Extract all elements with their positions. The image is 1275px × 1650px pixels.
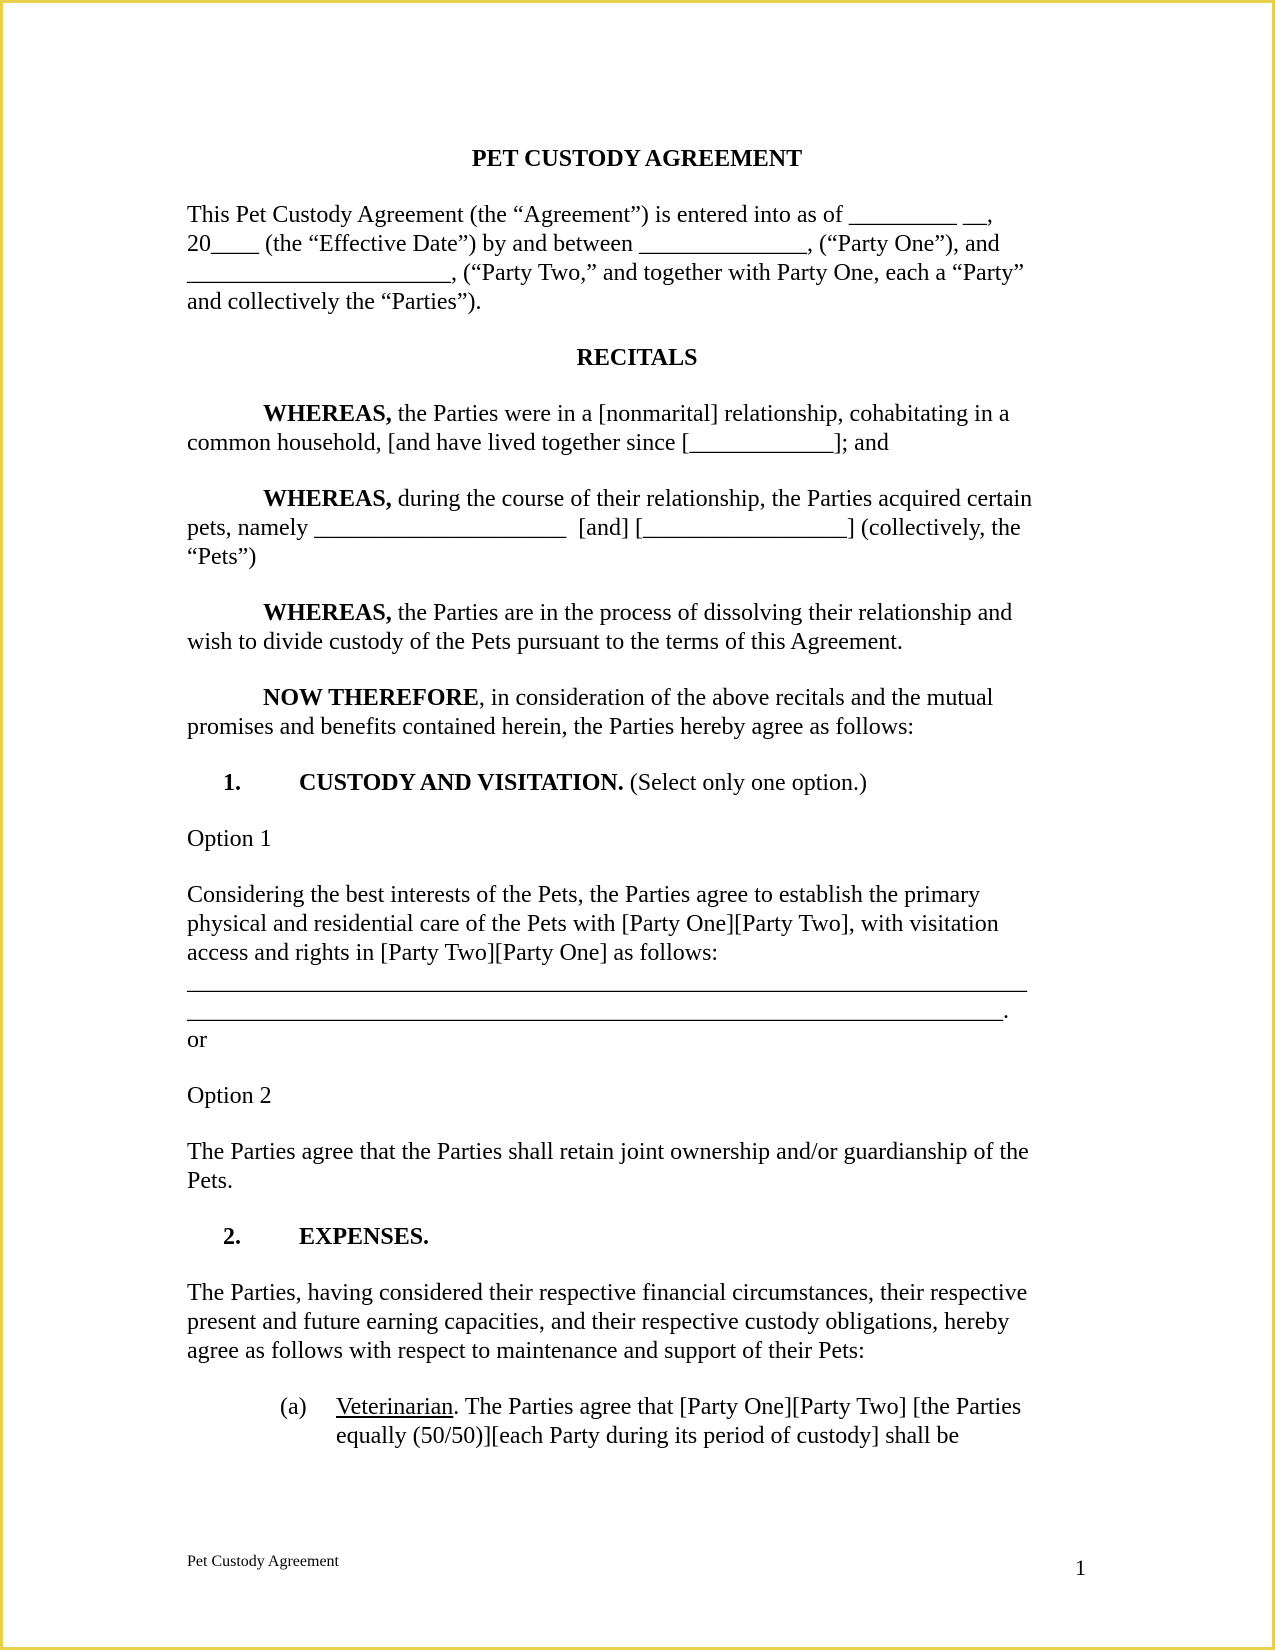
section-1-heading <box>187 769 1087 798</box>
option-2-body <box>187 1138 1087 1196</box>
option-1-body <box>187 881 1087 1026</box>
option-text: The Parties agree that the Parties shall retain joint ownership and/or guardianship of the <box>187 1139 1029 1165</box>
document-title: PET CUSTODY AGREEMENT <box>471 146 803 172</box>
option-text: Considering the best interests of the Pets, the Parties agree to establish the primary <box>187 882 981 908</box>
recitals-heading: RECITALS <box>576 345 698 371</box>
intro-line: This Pet Custody Agreement (the “Agreement”) is entered into as of _________ __, <box>187 202 993 228</box>
recital-lead: WHEREAS, <box>263 600 392 626</box>
option-1-label: Option 1 <box>187 826 272 852</box>
intro-paragraph <box>187 201 1087 317</box>
section-title: CUSTODY AND VISITATION. <box>299 770 624 796</box>
subsection-a <box>280 1393 1087 1451</box>
intro-line: 20____ (the “Effective Date”) by and between ______________, (“Party One”), and <box>187 231 1000 257</box>
fill-in-blank[interactable]: ______________________________________________________________________ <box>187 969 1027 995</box>
recital-2 <box>187 485 1087 572</box>
expenses-text: agree as follows with respect to maintenance and support of their Pets: <box>187 1338 865 1364</box>
intro-line: and collectively the “Parties”). <box>187 289 482 315</box>
recital-text: the Parties were in a [nonmarital] relationship, cohabitating in a <box>391 401 1010 427</box>
option-text: access and rights in [Party Two][Party One] as follows: <box>187 940 719 966</box>
subsection-label: (a) <box>280 1394 307 1420</box>
recital-text: “Pets”) <box>187 544 257 570</box>
therefore-text: , in consideration of the above recitals and the mutual <box>478 685 994 711</box>
expenses-text: present and future earning capacities, and their respective custody obligations, hereby <box>187 1309 1010 1335</box>
recital-lead: WHEREAS, <box>263 486 392 512</box>
option-text: Pets. <box>187 1168 234 1194</box>
section-2-heading <box>187 1223 1087 1252</box>
document-page <box>187 145 1087 1451</box>
fill-in-blank[interactable]: ____________________________________________________________________. <box>187 998 1009 1024</box>
recital-text: common household, [and have lived together since [____________]; and <box>187 430 889 456</box>
page-number: 1 <box>1075 1555 1086 1580</box>
therefore-paragraph <box>187 684 1087 742</box>
expenses-text: The Parties, having considered their respective financial circumstances, their respective <box>187 1280 1028 1306</box>
recital-text: during the course of their relationship, the Parties acquired certain <box>391 486 1033 512</box>
section-number: 1. <box>223 770 241 796</box>
subsection-title: Veterinarian <box>336 1394 454 1420</box>
therefore-text: promises and benefits contained herein, the Parties hereby agree as follows: <box>187 714 915 740</box>
recital-lead: WHEREAS, <box>263 401 392 427</box>
recital-text: pets, namely _____________________ [and] [_________________] (collectively, the <box>187 515 1021 541</box>
expenses-paragraph <box>187 1279 1087 1366</box>
or-separator: or <box>187 1027 207 1053</box>
recital-text: wish to divide custody of the Pets pursuant to the terms of this Agreement. <box>187 629 903 655</box>
subsection-text: equally (50/50)][each Party during its period of custody] shall be <box>336 1423 960 1449</box>
footer-title: Pet Custody Agreement <box>187 1553 339 1570</box>
subsection-text: . The Parties agree that [Party One][Party Two] [the Parties <box>453 1394 1022 1420</box>
recital-3 <box>187 599 1087 657</box>
section-number: 2. <box>223 1224 241 1250</box>
section-title: EXPENSES. <box>299 1224 430 1250</box>
option-2-label: Option 2 <box>187 1083 272 1109</box>
option-text: physical and residential care of the Pets with [Party One][Party Two], with visitation <box>187 911 999 937</box>
section-note: (Select only one option.) <box>623 770 868 796</box>
intro-line: ______________________, (“Party Two,” and together with Party One, each a “Party” <box>187 260 1025 286</box>
therefore-lead: NOW THEREFORE <box>263 685 479 711</box>
recital-text: the Parties are in the process of dissolving their relationship and <box>391 600 1013 626</box>
recital-1 <box>187 400 1087 458</box>
